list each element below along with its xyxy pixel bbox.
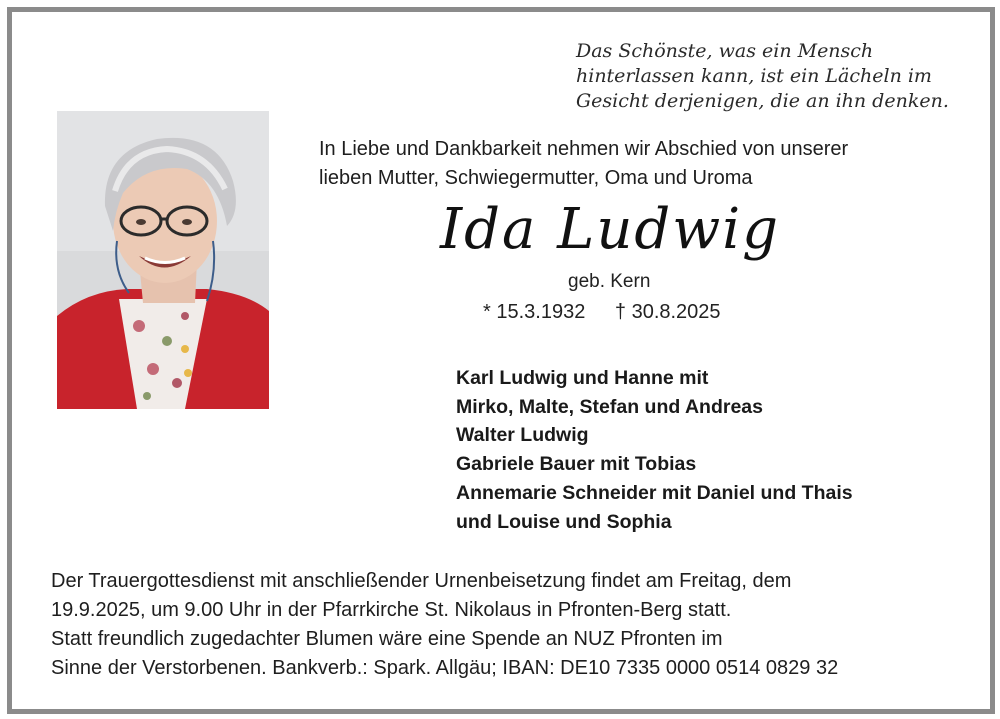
intro-line: In Liebe und Dankbarkeit nehmen wir Abschied von unserer [319, 138, 849, 160]
mourner-line: Annemarie Schneider mit Daniel und Thais [456, 481, 853, 504]
notice-line: Der Trauergottesdienst mit anschließender Urnenbeisetzung findet am Freitag, dem [51, 570, 792, 592]
memorial-quote [576, 39, 976, 114]
mourner-line: Mirko, Malte, Stefan und Andreas [456, 395, 763, 418]
quote-line: Gesicht derjenigen, die an ihn denken. [576, 90, 949, 112]
notice-line: Sinne der Verstorbenen. Bankverb.: Spark. Allgäu; IBAN: DE10 7335 0000 0514 0829 32 [51, 657, 839, 679]
life-dates [483, 301, 721, 324]
death-date: † 30.8.2025 [614, 301, 721, 323]
quote-line: Das Schönste, was ein Mensch [576, 40, 874, 62]
intro-text [319, 135, 959, 193]
birth-name: geb. Kern [568, 271, 651, 292]
mourner-line: und Louise und Sophia [456, 510, 672, 533]
mourners-list [456, 364, 976, 536]
notice-line: Statt freundlich zugedachter Blumen wäre eine Spende an NUZ Pfronten im [51, 628, 723, 650]
deceased-name: Ida Ludwig [440, 197, 780, 262]
notice-line: 19.9.2025, um 9.00 Uhr in der Pfarrkirche St. Nikolaus in Pfronten-Berg statt. [51, 599, 732, 621]
mourner-line: Gabriele Bauer mit Tobias [456, 453, 697, 476]
service-notice [51, 567, 971, 683]
mourner-line: Karl Ludwig und Hanne mit [456, 367, 709, 389]
mourner-line: Walter Ludwig [456, 424, 589, 447]
birth-date: * 15.3.1932 [483, 301, 586, 323]
portrait-photo [57, 111, 269, 409]
intro-line: lieben Mutter, Schwiegermutter, Oma und Uroma [319, 167, 753, 189]
quote-line: hinterlassen kann, ist ein Lächeln im [576, 65, 932, 87]
